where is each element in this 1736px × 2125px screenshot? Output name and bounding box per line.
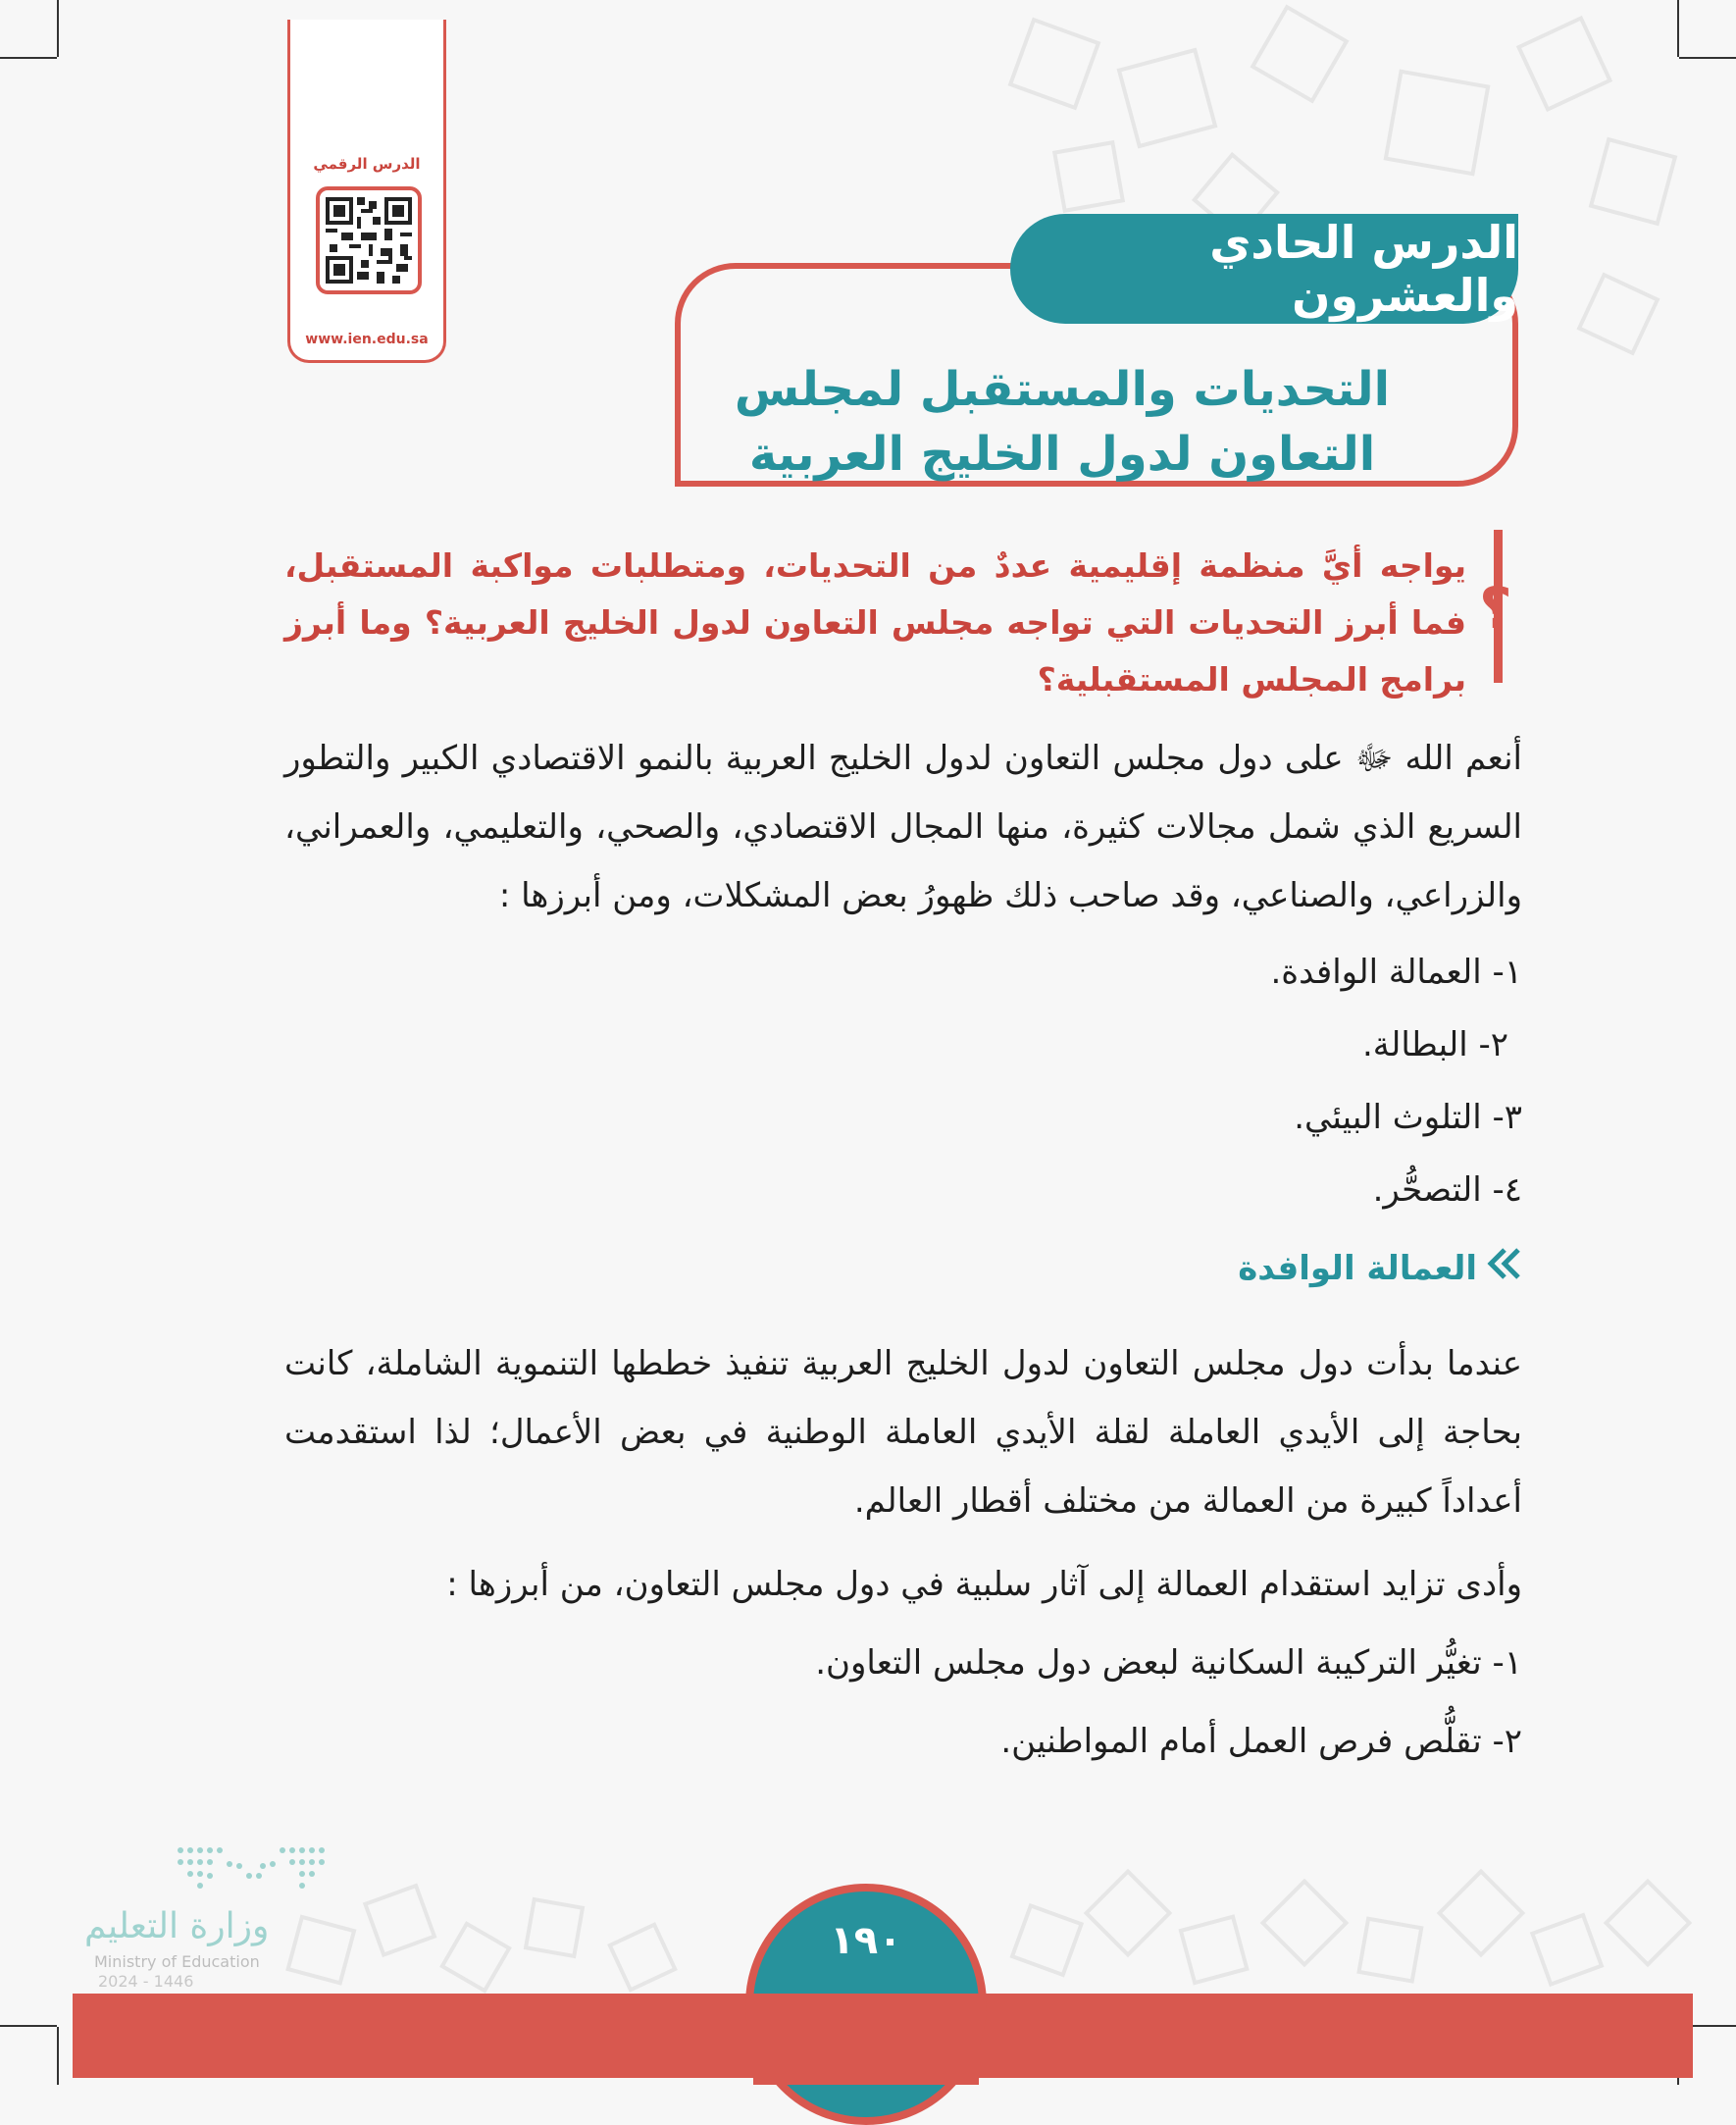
list-item: ٢- تقلُّص فرص العمل أمام المواطنين. — [1000, 1722, 1522, 1761]
crop-mark — [57, 2027, 59, 2085]
question-mark-icon: ؟ — [1479, 575, 1512, 642]
crop-mark — [1677, 0, 1679, 57]
digital-lesson-url[interactable]: www.ien.edu.sa — [305, 332, 429, 347]
page-number: ١٩٠ — [830, 1918, 902, 1963]
footer-band-right — [987, 1994, 1693, 2078]
qr-code-icon — [326, 196, 412, 285]
footer-band-center — [753, 1994, 979, 2085]
list-item: ٢- البطالة. — [1361, 1025, 1508, 1064]
ministry-name-ar: وزارة التعليم — [84, 1906, 270, 1946]
edition-year: 2024 - 1446 — [98, 1972, 194, 1991]
lesson-title-line-1: التحديات والمستقبل لمجلس — [734, 362, 1391, 417]
list-item: ١- العمالة الوافدة. — [1270, 953, 1522, 992]
effects-intro: وأدى تزايد استقدام العمالة إلى آثار سلبية في دول مجلس التعاون، من أبرزها : — [446, 1565, 1522, 1604]
list-item: ١- تغيُّر التركيبة السكانية لبعض دول مجلس التعاون. — [815, 1643, 1522, 1683]
lesson-title-line-2: التعاون لدول الخليج العربية — [748, 427, 1376, 482]
list-item: ٣- التلوث البيئي. — [1294, 1098, 1522, 1137]
crop-mark — [1679, 57, 1736, 59]
crop-mark — [0, 57, 57, 59]
digital-lesson-tab[interactable] — [287, 20, 446, 363]
question-text: يواجه أيَّ منظمة إقليمية عددٌ من التحديات، ومتطلبات مواكبة المستقبل، فما أبرز التحديات التي تواجه مجلس التعاون لدول الخليج العربية؟ وما أبرز برامج المجلس المستقبلية؟ — [284, 546, 1466, 699]
footer-band-left — [73, 1994, 745, 2078]
lesson-title — [681, 357, 1444, 487]
section-paragraph: عندما بدأت دول مجلس التعاون لدول الخليج العربية تنفيذ خططها التنموية الشاملة، كانت بحاجة إلى الأيدي العاملة لقلة الأيدي العاملة الوطنية في بعض الأعمال؛ لذا استقدمت أعداداً كبيرة من العمالة من مختلف أقطار العالم. — [284, 1344, 1522, 1521]
section-heading — [1238, 1246, 1522, 1290]
crop-mark — [0, 2025, 57, 2027]
intro-paragraph: أنعم الله ﷻ على دول مجلس التعاون لدول الخليج العربية بالنمو الاقتصادي الكبير والتطور السريع الذي شمل مجالات كثيرة، منها المجال الاقتصادي، والصحي، والتعليمي، والعمراني، والزراعي، والصناعي، وقد صاحب ذلك ظهورُ بعض المشكلات، ومن أبرزها : — [284, 739, 1522, 915]
section-heading-text: العمالة الوافدة — [1238, 1248, 1477, 1288]
ministry-name-en: Ministry of Education — [94, 1952, 260, 1971]
list-item: ٤- التصحُّر. — [1372, 1170, 1522, 1210]
qr-code[interactable] — [316, 186, 422, 294]
digital-lesson-label: الدرس الرقمي — [313, 155, 421, 173]
double-chevron-icon — [1487, 1246, 1522, 1290]
crop-mark — [57, 0, 59, 57]
ministry-logo-dots — [175, 1844, 351, 1895]
lesson-number-badge: الدرس الحادي والعشرون — [1010, 214, 1518, 324]
